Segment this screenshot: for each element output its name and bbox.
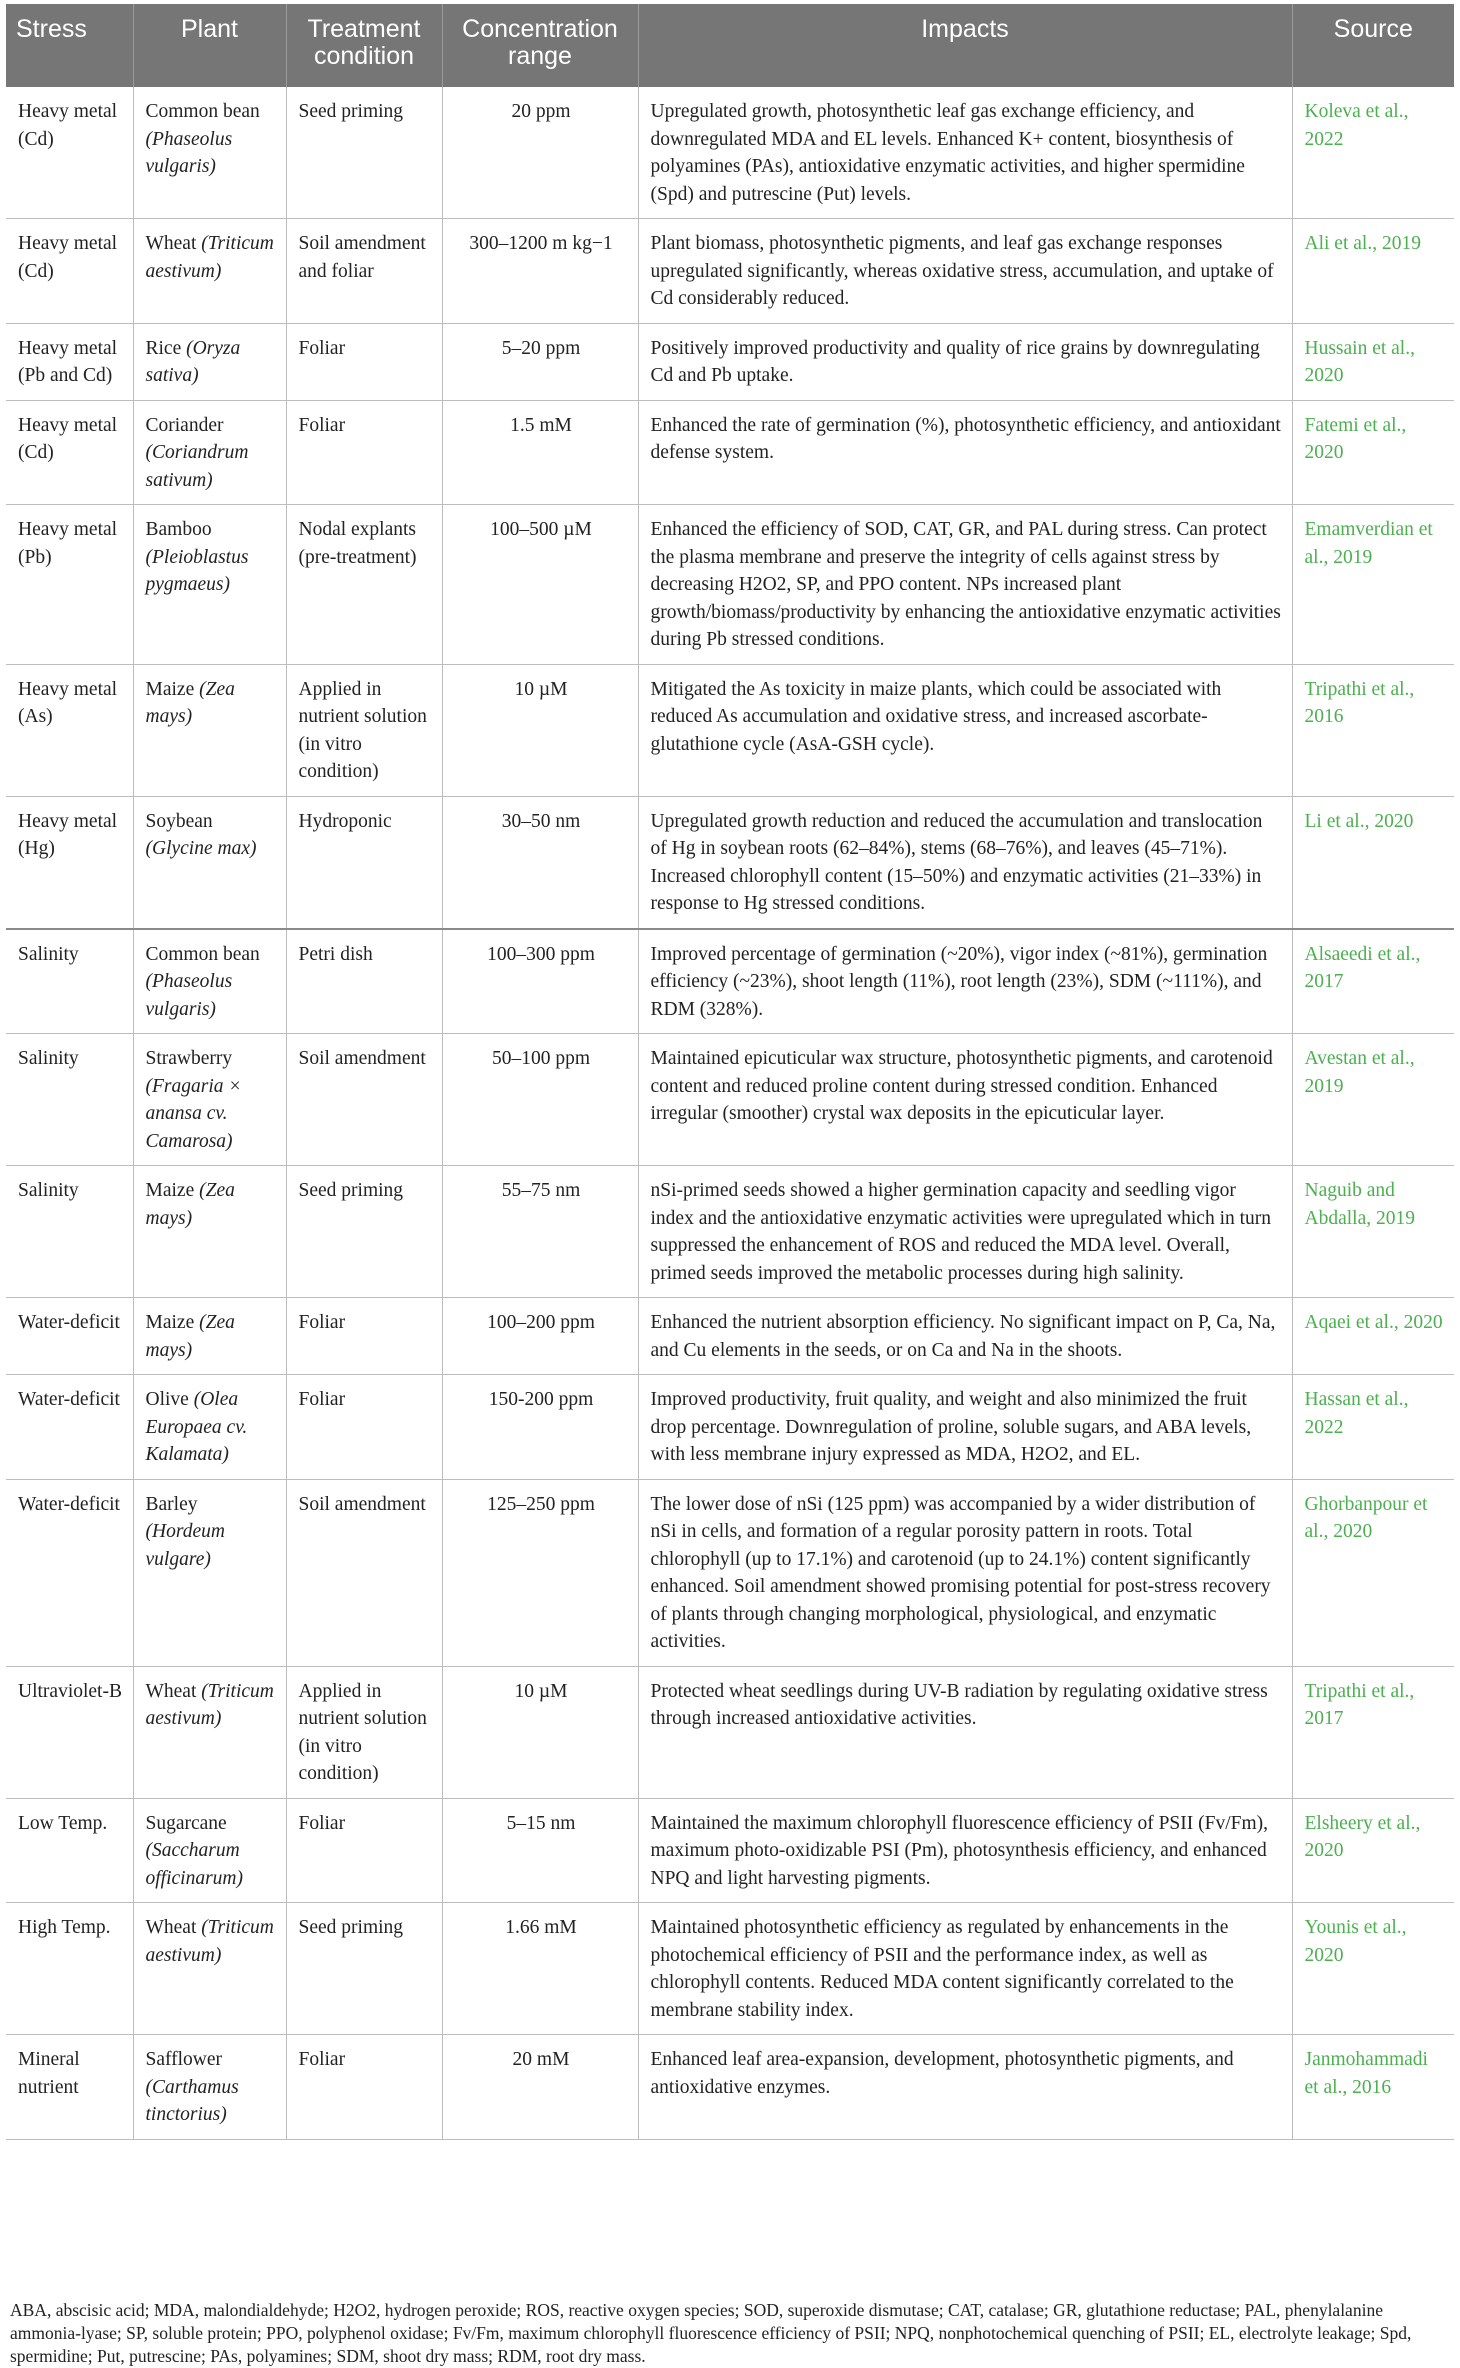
plant-species-name: (Phaseolus vulgaris) — [145, 128, 233, 177]
plant-species-name: (Saccharum officinarum) — [145, 1840, 243, 1889]
table-row — [6, 664, 1454, 796]
impacts-cell: Enhanced leaf area-expansion, development, photosynthetic pigments, and antioxidative enzymes. — [638, 2035, 1292, 2140]
concentration-cell: 1.5 mM — [442, 400, 638, 505]
plant-species-name: (Zea mays) — [145, 1180, 235, 1229]
plant-species-name: (Zea mays) — [145, 678, 235, 727]
header-impacts: Impacts — [638, 4, 1292, 87]
stress-cell: High Temp. — [6, 1903, 133, 2035]
treatment-cell: Foliar — [286, 1375, 442, 1480]
plant-cell — [133, 1479, 286, 1666]
plant-common-name: Barley — [145, 1493, 198, 1515]
treatment-cell: Hydroponic — [286, 796, 442, 929]
table-row — [6, 796, 1454, 929]
concentration-cell: 50–100 ppm — [442, 1034, 638, 1166]
plant-cell — [133, 1798, 286, 1903]
plant-common-name: Rice — [145, 337, 182, 359]
source-link[interactable]: Li et al., 2020 — [1292, 796, 1454, 929]
table-row — [6, 1903, 1454, 2035]
treatment-cell: Applied in nutrient solution (in vitro condition) — [286, 664, 442, 796]
plant-cell — [133, 87, 286, 219]
concentration-cell: 100–200 ppm — [442, 1298, 638, 1375]
table-row — [6, 505, 1454, 665]
plant-cell — [133, 323, 286, 400]
plant-common-name: Wheat — [145, 233, 197, 254]
plant-common-name: Common bean — [145, 943, 260, 965]
plant-common-name: Maize — [145, 678, 195, 700]
concentration-cell: 5–20 ppm — [442, 323, 638, 400]
table-row — [6, 1798, 1454, 1903]
plant-species-name: (Glycine max) — [145, 838, 257, 859]
plant-species-name: (Triticum aestivum) — [145, 1917, 274, 1966]
table-row — [6, 400, 1454, 505]
plant-common-name: Common bean — [145, 101, 260, 122]
concentration-cell: 30–50 nm — [442, 796, 638, 929]
concentration-cell: 100–500 µM — [442, 505, 638, 665]
source-link[interactable]: Janmohammadi et al., 2016 — [1292, 2035, 1454, 2140]
impacts-cell: Maintained the maximum chlorophyll fluorescence efficiency of PSII (Fv/Fm), maximum photo-oxidizable PSI (Pm), photosynthesis efficiency, and enhanced NPQ and light harvesting pigments. — [638, 1798, 1292, 1903]
treatment-cell: Petri dish — [286, 929, 442, 1034]
plant-common-name: Maize — [145, 1180, 195, 1201]
concentration-cell: 55–75 nm — [442, 1166, 638, 1298]
plant-cell — [133, 796, 286, 929]
treatment-cell: Applied in nutrient solution (in vitro condition) — [286, 1666, 442, 1798]
stress-cell: Low Temp. — [6, 1798, 133, 1903]
table-row — [6, 1298, 1454, 1375]
plant-cell — [133, 1375, 286, 1480]
treatment-cell: Seed priming — [286, 1166, 442, 1298]
plant-cell — [133, 400, 286, 505]
plant-common-name: Coriander — [145, 414, 224, 436]
impacts-cell: nSi-primed seeds showed a higher germination capacity and seedling vigor index and the antioxidative enzymatic activities were upregulated which in turn suppressed the enhancement of ROS and reduced the MDA level. Overall, primed seeds improved the metabolic processes during high salinity. — [638, 1166, 1292, 1298]
plant-species-name: (Pleioblastus pygmaeus) — [145, 546, 249, 595]
concentration-cell: 10 µM — [442, 664, 638, 796]
source-link[interactable]: Ali et al., 2019 — [1292, 219, 1454, 324]
treatment-cell: Foliar — [286, 2035, 442, 2140]
table-row — [6, 2035, 1454, 2140]
plant-common-name: Olive — [145, 1389, 189, 1410]
treatment-cell: Foliar — [286, 1798, 442, 1903]
table-row — [6, 1375, 1454, 1480]
treatment-cell: Seed priming — [286, 1903, 442, 2035]
impacts-cell: Protected wheat seedlings during UV-B radiation by regulating oxidative stress through increased antioxidative activities. — [638, 1666, 1292, 1798]
treatment-cell: Soil amendment and foliar — [286, 219, 442, 324]
impacts-cell: Enhanced the efficiency of SOD, CAT, GR, and PAL during stress. Can protect the plasma membrane and preserve the integrity of cells against stress by decreasing H2O2, SP, and PPO content. NPs increased plant growth/biomass/productivity by enhancing the antioxidative enzymatic activities during Pb stressed conditions. — [638, 505, 1292, 665]
plant-common-name: Safflower — [145, 2049, 223, 2070]
data-table — [6, 4, 1454, 2140]
concentration-cell: 100–300 ppm — [442, 929, 638, 1034]
concentration-cell: 20 mM — [442, 2035, 638, 2140]
plant-common-name: Wheat — [145, 1680, 197, 1702]
stress-cell: Salinity — [6, 1166, 133, 1298]
impacts-cell: Improved productivity, fruit quality, and weight and also minimized the fruit drop percentage. Downregulation of proline, soluble sugars, and ABA levels, with less membrane injury expressed as MDA, H2O2, and EL. — [638, 1375, 1292, 1480]
impacts-cell: Improved percentage of germination (~20%), vigor index (~81%), germination efficiency (~23%), shoot length (11%), root length (23%), SDM (~111%), and RDM (328%). — [638, 929, 1292, 1034]
source-link[interactable]: Ghorbanpour et al., 2020 — [1292, 1479, 1454, 1666]
plant-species-name: (Fragaria × anansa cv. Camarosa) — [145, 1075, 242, 1152]
treatment-cell: Nodal explants (pre-treatment) — [286, 505, 442, 665]
table-row — [6, 323, 1454, 400]
plant-common-name: Bamboo — [145, 519, 212, 540]
impacts-cell: Upregulated growth, photosynthetic leaf gas exchange efficiency, and downregulated MDA and EL levels. Enhanced K+ content, biosynthesis of polyamines (PAs), antioxidative enzymatic activities, and higher spermidine (Spd) and putrescine (Put) levels. — [638, 87, 1292, 219]
stress-cell: Salinity — [6, 929, 133, 1034]
plant-common-name: Sugarcane — [145, 1812, 227, 1834]
plant-species-name: (Coriandrum sativum) — [145, 442, 249, 491]
stress-cell: Water-deficit — [6, 1479, 133, 1666]
plant-species-name: (Hordeum vulgare) — [145, 1521, 225, 1570]
plant-cell — [133, 1298, 286, 1375]
concentration-cell: 10 µM — [442, 1666, 638, 1798]
source-link[interactable]: Hussain et al., 2020 — [1292, 323, 1454, 400]
stress-cell: Heavy metal (Pb) — [6, 505, 133, 665]
stress-cell: Mineral nutrient — [6, 2035, 133, 2140]
table-row — [6, 1666, 1454, 1798]
table-row — [6, 1034, 1454, 1166]
plant-cell — [133, 1666, 286, 1798]
impacts-cell: Enhanced the nutrient absorption efficiency. No significant impact on P, Ca, Na, and Cu elements in the seeds, or on Ca and Na in the shoots. — [638, 1298, 1292, 1375]
plant-common-name: Soybean — [145, 810, 213, 832]
header-concentration: Concentration range — [442, 4, 638, 87]
stress-cell: Heavy metal (Cd) — [6, 219, 133, 324]
header-plant: Plant — [133, 4, 286, 87]
header-stress: Stress — [6, 4, 133, 87]
table-row — [6, 87, 1454, 219]
treatment-cell: Foliar — [286, 1298, 442, 1375]
concentration-cell: 20 ppm — [442, 87, 638, 219]
plant-species-name: (Olea Europaea cv. Kalamata) — [145, 1389, 248, 1465]
plant-cell — [133, 664, 286, 796]
impacts-cell: Positively improved productivity and quality of rice grains by downregulating Cd and Pb uptake. — [638, 323, 1292, 400]
source-link[interactable]: Hassan et al., 2022 — [1292, 1375, 1454, 1480]
source-link[interactable]: Avestan et al., 2019 — [1292, 1034, 1454, 1166]
plant-cell — [133, 1034, 286, 1166]
footnote: ABA, abscisic acid; MDA, malondialdehyde; H2O2, hydrogen peroxide; ROS, reactive oxygen species; SOD, superoxide dismutase; CAT, catalase; GR, glutathione reductase; PAL, phenylalanine ammonia-lyase; SP, soluble protein; PPO, polyphenol oxidase; Fv/Fm, maximum chlorophyll fluorescence efficiency of PSII; NPQ, nonphotochemical quenching of PSII; EL, electrolyte leakage; Spd, spermidine; Put, putrescine; PAs, polyamines; SDM, shoot dry mass; RDM, root dry mass. — [10, 2300, 1412, 2366]
source-link[interactable]: Fatemi et al., 2020 — [1292, 400, 1454, 505]
stress-cell: Heavy metal (Cd) — [6, 400, 133, 505]
impacts-cell: Upregulated growth reduction and reduced the accumulation and translocation of Hg in soybean roots (62–84%), stems (68–76%), and leaves (45–71%). Increased chlorophyll content (15–50%) and enzymatic activities (21–33%) in response to Hg stressed conditions. — [638, 796, 1292, 929]
impacts-cell: Plant biomass, photosynthetic pigments, and leaf gas exchange responses upregulated significantly, whereas oxidative stress, accumulation, and uptake of Cd considerably reduced. — [638, 219, 1292, 324]
impacts-cell: Enhanced the rate of germination (%), photosynthetic efficiency, and antioxidant defense system. — [638, 400, 1292, 505]
source-link[interactable]: Tripathi et al., 2017 — [1292, 1666, 1454, 1798]
plant-species-name: (Carthamus tinctorius) — [145, 2076, 239, 2125]
plant-common-name: Strawberry — [145, 1048, 233, 1069]
plant-species-name: (Zea mays) — [145, 1312, 235, 1361]
impacts-cell: Mitigated the As toxicity in maize plants, which could be associated with reduced As accumulation and oxidative stress, and increased ascorbate-glutathione cycle (AsA-GSH cycle). — [638, 664, 1292, 796]
table-row — [6, 219, 1454, 324]
stress-cell: Ultraviolet-B — [6, 1666, 133, 1798]
plant-species-name: (Triticum aestivum) — [145, 1680, 274, 1729]
stress-cell: Salinity — [6, 1034, 133, 1166]
header-source: Source — [1292, 4, 1454, 87]
table-row — [6, 1479, 1454, 1666]
concentration-cell: 125–250 ppm — [442, 1479, 638, 1666]
concentration-cell: 150-200 ppm — [442, 1375, 638, 1480]
concentration-cell: 5–15 nm — [442, 1798, 638, 1903]
plant-common-name: Wheat — [145, 1917, 197, 1938]
source-link[interactable]: Alsaeedi et al., 2017 — [1292, 929, 1454, 1034]
plant-cell — [133, 219, 286, 324]
table-row — [6, 1166, 1454, 1298]
treatment-cell: Soil amendment — [286, 1034, 442, 1166]
concentration-cell: 300–1200 m kg−1 — [442, 219, 638, 324]
impacts-cell: Maintained photosynthetic efficiency as regulated by enhancements in the photochemical efficiency of PSII and the performance index, as well as chlorophyll contents. Reduced MDA content significantly correlated to the membrane stability index. — [638, 1903, 1292, 2035]
table-row — [6, 929, 1454, 1034]
treatment-cell: Foliar — [286, 323, 442, 400]
source-link[interactable]: Elsheery et al., 2020 — [1292, 1798, 1454, 1903]
plant-species-name: (Oryza sativa) — [145, 337, 241, 386]
source-link[interactable]: Younis et al., 2020 — [1292, 1903, 1454, 2035]
plant-cell — [133, 1166, 286, 1298]
stress-cell: Water-deficit — [6, 1375, 133, 1480]
plant-species-name: (Triticum aestivum) — [145, 233, 274, 282]
plant-cell — [133, 2035, 286, 2140]
plant-species-name: (Phaseolus vulgaris) — [145, 971, 233, 1020]
source-link[interactable]: Naguib and Abdalla, 2019 — [1292, 1166, 1454, 1298]
plant-cell — [133, 929, 286, 1034]
source-link[interactable]: Aqaei et al., 2020 — [1292, 1298, 1454, 1375]
plant-cell — [133, 505, 286, 665]
treatment-cell: Seed priming — [286, 87, 442, 219]
source-link[interactable]: Tripathi et al., 2016 — [1292, 664, 1454, 796]
plant-cell — [133, 1903, 286, 2035]
stress-cell: Heavy metal (As) — [6, 664, 133, 796]
plant-common-name: Maize — [145, 1312, 195, 1333]
header-row — [6, 4, 1454, 87]
stress-cell: Heavy metal (Hg) — [6, 796, 133, 929]
concentration-cell: 1.66 mM — [442, 1903, 638, 2035]
stress-cell: Heavy metal (Pb and Cd) — [6, 323, 133, 400]
treatment-cell: Foliar — [286, 400, 442, 505]
impacts-cell: The lower dose of nSi (125 ppm) was accompanied by a wider distribution of nSi in cells, and formation of a regular porosity pattern in roots. Total chlorophyll (up to 17.1%) and carotenoid (up to 24.1%) content significantly enhanced. Soil amendment showed promising potential for post-stress recovery of plants through changing morphological, physiological, and enzymatic activities. — [638, 1479, 1292, 1666]
source-link[interactable]: Koleva et al., 2022 — [1292, 87, 1454, 219]
treatment-cell: Soil amendment — [286, 1479, 442, 1666]
impacts-cell: Maintained epicuticular wax structure, photosynthetic pigments, and carotenoid content and reduced proline content during stressed condition. Enhanced irregular (smoother) crystal wax deposits in the epicuticular layer. — [638, 1034, 1292, 1166]
stress-cell: Heavy metal (Cd) — [6, 87, 133, 219]
header-treatment: Treatment condition — [286, 4, 442, 87]
source-link[interactable]: Emamverdian et al., 2019 — [1292, 505, 1454, 665]
stress-cell: Water-deficit — [6, 1298, 133, 1375]
